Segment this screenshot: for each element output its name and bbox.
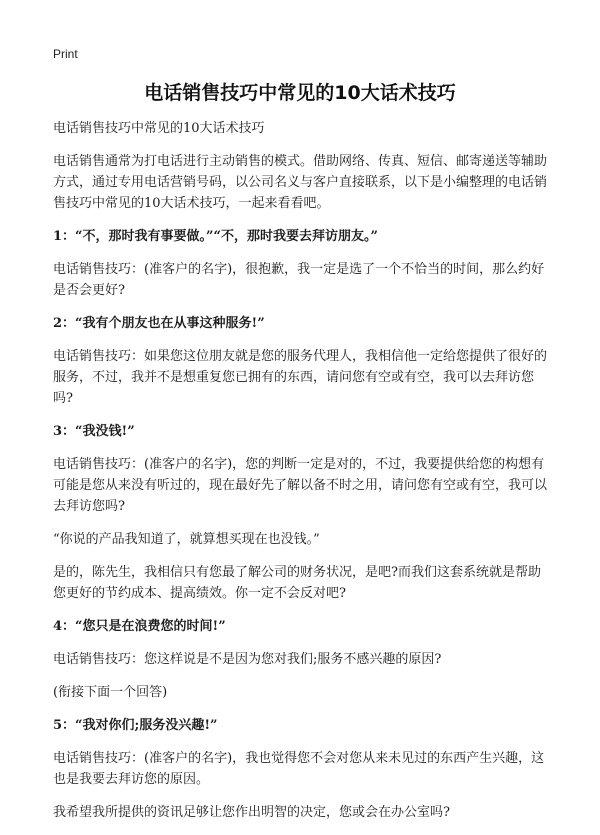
section-1-paragraph-1: 电话销售技巧：(准客户的名字)，很抱歉，我一定是选了一个不恰当的时间，那么约好是否会更好? — [53, 262, 545, 298]
section-5-paragraph-1: 电话销售技巧：(准客户的名字)，我也觉得您不会对您从来未见过的东西产生兴趣，这也是我要去拜访您的原因。 — [53, 751, 545, 787]
section-5-heading: 5：“我对你们;服务没兴趣!” — [53, 718, 218, 733]
section-3-paragraph-3: 是的，陈先生，我相信只有您最了解公司的财务状况，是吧?而我们这套系统就是帮助您更好的节约成本、提高绩效。你一定不会反对吧? — [53, 565, 541, 601]
print-label: Print — [53, 47, 78, 61]
section-4-paragraph-2: (衔接下面一个回答) — [53, 685, 168, 700]
section-2-paragraph-1: 电话销售技巧：如果您这位朋友就是您的服务代理人，我相信他一定给您提供了很好的服务，不过，我并不是想重复您已拥有的东西，请问您有空或有空，我可以去拜访您吗? — [53, 349, 548, 406]
subtitle: 电话销售技巧中常见的10大话术技巧 — [53, 121, 265, 136]
section-3-heading: 3：“我没钱!” — [53, 424, 135, 439]
intro-paragraph: 电话销售通常为打电话进行主动销售的模式。借助网络、传真、短信、邮寄递送等辅助方式，通过专用电话营销号码，以公司名义与客户直接联系，以下是小编整理的电话销售技巧中常见的10大话术技巧，一起来看看吧。 — [53, 154, 548, 211]
section-4-paragraph-1: 电话销售技巧：您这样说是不是因为您对我们;服务不感兴趣的原因? — [53, 652, 442, 667]
section-3-paragraph-2: “你说的产品我知道了，就算想买现在也没钱。” — [53, 532, 320, 547]
section-2-heading: 2：“我有个朋友也在从事这种服务!” — [53, 316, 265, 331]
section-1-heading: 1：“不，那时我有事要做。”“不，那时我要去拜访朋友。” — [53, 229, 378, 244]
document-body — [53, 118, 553, 835]
section-5-paragraph-2: 我希望我所提供的资讯足够让您作出明智的决定，您或会在办公室吗? — [53, 805, 450, 820]
section-4-heading: 4：“您只是在浪费您的时间!” — [53, 619, 226, 634]
section-3-paragraph-1: 电话销售技巧：(准客户的名字)，您的判断一定是对的，不过，我要提供给您的构想有可能是您从来没有听过的，现在最好先了解以备不时之用，请问您有空或有空，我可以去拜访您吗? — [53, 457, 548, 514]
document-title: 电话销售技巧中常见的10大话术技巧 — [144, 82, 456, 104]
